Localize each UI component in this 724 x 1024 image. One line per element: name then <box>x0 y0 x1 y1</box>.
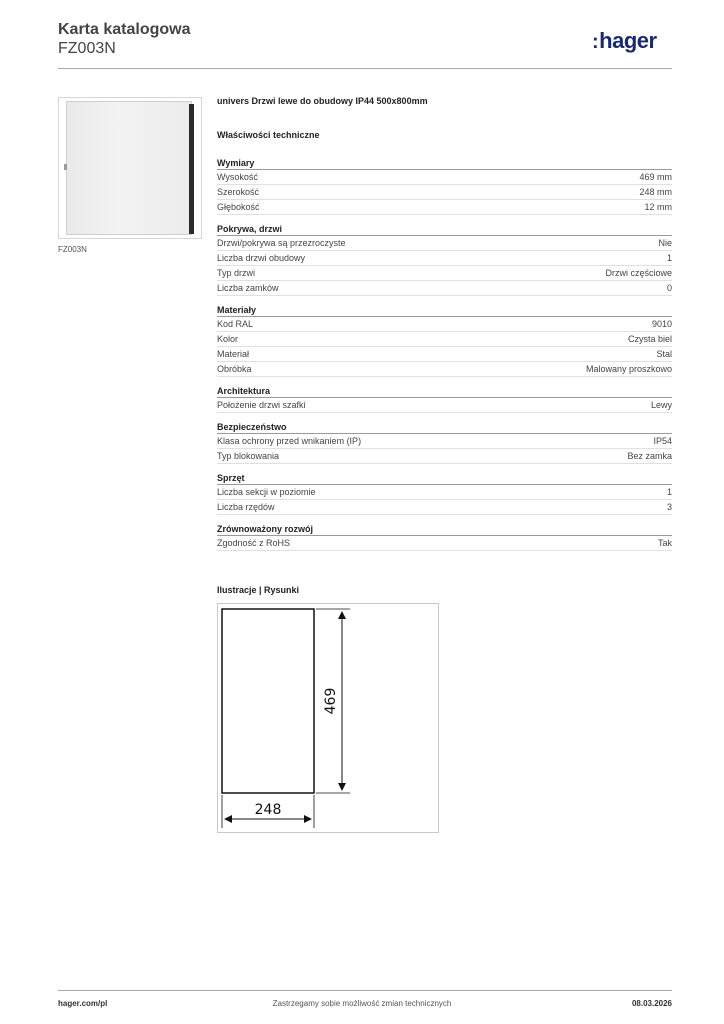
property-row <box>217 485 672 500</box>
section-title: Wymiary <box>217 157 672 170</box>
property-value: 0 <box>666 283 672 293</box>
door-hinge <box>64 164 67 170</box>
property-label: Klasa ochrony przed wnikaniem (IP) <box>217 436 362 446</box>
product-image-caption: FZ003N <box>58 245 87 254</box>
property-value: Stal <box>656 349 672 359</box>
technical-properties-table <box>217 157 672 559</box>
property-row <box>217 536 672 551</box>
property-value: Tak <box>657 538 672 548</box>
property-value: Drzwi częściowe <box>605 268 672 278</box>
footer-website-link[interactable]: hager.com/pl <box>58 999 108 1008</box>
section-title: Materiały <box>217 304 672 317</box>
property-label: Kod RAL <box>217 319 254 329</box>
property-label: Wysokość <box>217 172 258 182</box>
property-value: Czysta biel <box>627 334 672 344</box>
property-section <box>217 304 672 377</box>
footer-date: 08.03.2026 <box>631 999 672 1008</box>
product-image <box>58 97 202 239</box>
logo-mark-icon: : <box>592 31 599 53</box>
door-edge <box>189 104 194 234</box>
header-divider <box>58 68 672 69</box>
property-label: Materiał <box>217 349 250 359</box>
property-section <box>217 421 672 464</box>
property-label: Liczba zamków <box>217 283 279 293</box>
section-title: Bezpieczeństwo <box>217 421 672 434</box>
section-title: Pokrywa, drzwi <box>217 223 672 236</box>
width-dimension-label: 248 <box>254 802 282 818</box>
property-value: Malowany proszkowo <box>585 364 672 374</box>
height-dimension-label: 469 <box>323 687 339 715</box>
property-label: Kolor <box>217 334 239 344</box>
property-section <box>217 472 672 515</box>
door-panel-illustration <box>66 101 192 235</box>
property-label: Drzwi/pokrywa są przezroczyste <box>217 238 346 248</box>
dimension-drawing <box>217 603 439 833</box>
door-outline <box>222 609 314 793</box>
property-label: Typ blokowania <box>217 451 280 461</box>
property-row <box>217 317 672 332</box>
property-row <box>217 500 672 515</box>
property-label: Liczba drzwi obudowy <box>217 253 306 263</box>
property-label: Zgodność z RoHS <box>217 538 291 548</box>
property-value: 9010 <box>651 319 672 329</box>
property-value: 248 mm <box>639 187 672 197</box>
property-value: 3 <box>666 502 672 512</box>
property-row <box>217 266 672 281</box>
property-row <box>217 236 672 251</box>
dimension-drawing-svg <box>218 604 440 834</box>
technical-properties-heading: Właściwości techniczne <box>217 130 320 140</box>
section-title: Zrównoważony rozwój <box>217 523 672 536</box>
property-row <box>217 170 672 185</box>
property-row <box>217 251 672 266</box>
logo-text: hager <box>599 28 657 53</box>
product-description: univers Drzwi lewe do obudowy IP44 500x800mm <box>217 96 428 106</box>
property-label: Szerokość <box>217 187 260 197</box>
property-value: 12 mm <box>644 202 672 212</box>
property-value: Bez zamka <box>627 451 672 461</box>
property-section <box>217 223 672 296</box>
page-title: Karta katalogowa <box>58 21 191 38</box>
property-section <box>217 523 672 551</box>
property-value: 1 <box>666 487 672 497</box>
property-section <box>217 385 672 413</box>
product-code: FZ003N <box>58 40 116 57</box>
property-row <box>217 200 672 215</box>
property-row <box>217 185 672 200</box>
property-value: Nie <box>658 238 672 248</box>
property-row <box>217 332 672 347</box>
footer-divider <box>58 990 672 991</box>
property-row <box>217 347 672 362</box>
hager-logo <box>592 28 657 54</box>
property-label: Liczba sekcji w poziomie <box>217 487 316 497</box>
illustrations-heading: Ilustracje | Rysunki <box>217 585 300 595</box>
property-label: Głębokość <box>217 202 260 212</box>
property-value: 1 <box>666 253 672 263</box>
property-row <box>217 434 672 449</box>
property-row <box>217 281 672 296</box>
section-title: Sprzęt <box>217 472 672 485</box>
footer-notice: Zastrzegamy sobie możliwość zmian technicznych <box>272 999 452 1008</box>
property-label: Liczba rzędów <box>217 502 275 512</box>
property-value: Lewy <box>650 400 672 410</box>
property-row <box>217 449 672 464</box>
section-title: Architektura <box>217 385 672 398</box>
property-row <box>217 398 672 413</box>
property-row <box>217 362 672 377</box>
property-value: IP54 <box>653 436 672 446</box>
property-section <box>217 157 672 215</box>
property-label: Położenie drzwi szafki <box>217 400 306 410</box>
property-label: Typ drzwi <box>217 268 256 278</box>
property-value: 469 mm <box>639 172 672 182</box>
property-label: Obróbka <box>217 364 252 374</box>
